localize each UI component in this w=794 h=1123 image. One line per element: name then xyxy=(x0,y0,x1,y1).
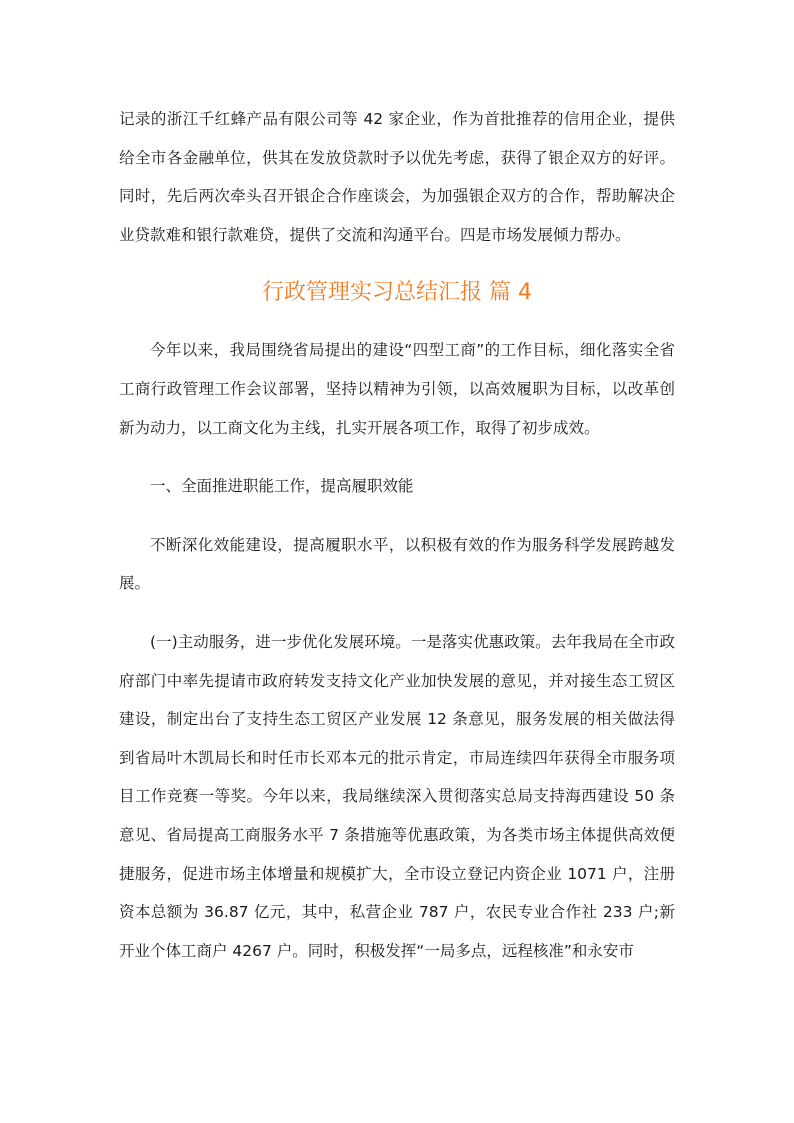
section-title: 行政管理实习总结汇报 篇 4 xyxy=(262,280,532,306)
subsection-heading: 一、全面推进职能工作，提高履职效能 xyxy=(150,477,414,496)
paragraph-gap xyxy=(119,506,675,526)
paragraph-gap xyxy=(119,447,675,467)
body-paragraph: (一)主动服务，进一步优化发展环境。一是落实优惠政策。去年我局在全市政府部门中率先提请市政府转发支持文化产业加快发展的意见，并对接生态工贸区建设，制定出台了支持生态工贸区产业发展 12 条意见，服务发展的相关做法得到省局叶木凯局长和时任市长邓本元的批示肯定，市局连续四年获得全市服务项目工作竞赛一等奖。今年以来，我局继续深入贯彻落实总局支持海西建设 50 条意见、省局提高工商服务水平 7 条措施等优惠政策，为各类市场主体提供高效便捷服务，促进市场主体增量和规模扩大，全市设立登记内资企业 1071 户，注册资本总额为 36.87 亿元，其中，私营企业 787 户，农民专业合作社 233 户;新开业个体工商户 4267 户。同时，积极发挥“一局多点，远程核准”和永安市 xyxy=(119,632,675,960)
body-paragraph: 今年以来，我局围绕省局提出的建设“四型工商”的工作目标，细化落实全省工商行政管理工作会议部署，坚持以精神为引领，以高效履职为目标，以改革创新为动力，以工商文化为主线，扎实开展各项工作，取得了初步成效。 xyxy=(119,341,675,437)
intro-paragraph: 记录的浙江千红蜂产品有限公司等 42 家企业，作为首批推荐的信用企业，提供给全市各金融单位，供其在发放贷款时予以优先考虑，获得了银企双方的好评。同时，先后两次牵头召开银企合作座谈会，为加强银企双方的合作，帮助解决企业贷款难和银行款难贷，提供了交流和沟通平台。四是市场发展倾力帮办。 xyxy=(119,110,675,244)
body-paragraph: 不断深化效能建设，提高履职水平，以积极有效的作为服务科学发展跨越发展。 xyxy=(119,535,675,593)
paragraph-gap xyxy=(119,603,675,623)
document-page xyxy=(119,100,675,970)
